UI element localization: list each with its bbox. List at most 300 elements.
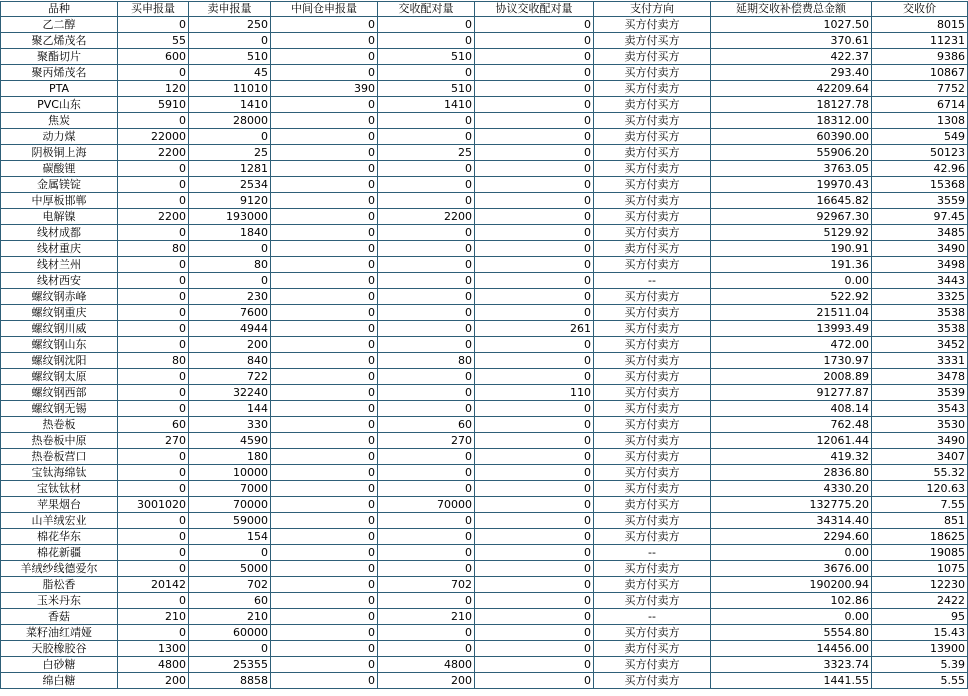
- cell-sell-declared: 70000: [189, 497, 271, 513]
- cell-buy-declared: 2200: [118, 145, 189, 161]
- cell-variety: 热卷板: [1, 417, 118, 433]
- cell-compensation-total: 5554.80: [711, 625, 872, 641]
- cell-buy-declared: 120: [118, 81, 189, 97]
- cell-sell-declared: 180: [189, 449, 271, 465]
- cell-agreement-matched: 0: [475, 417, 594, 433]
- cell-variety: 山羊绒宏业: [1, 513, 118, 529]
- cell-buy-declared: 0: [118, 529, 189, 545]
- cell-sell-declared: 7000: [189, 481, 271, 497]
- header-compensation-total: 延期交收补偿费总金额: [711, 2, 872, 17]
- cell-variety: 宝钛钛材: [1, 481, 118, 497]
- cell-intermediate-declared: 0: [271, 641, 378, 657]
- cell-delivery-price: 6714: [872, 97, 968, 113]
- cell-compensation-total: 190.91: [711, 241, 872, 257]
- cell-matched: 0: [378, 65, 475, 81]
- cell-matched: 0: [378, 273, 475, 289]
- cell-variety: PVC山东: [1, 97, 118, 113]
- cell-matched: 4800: [378, 657, 475, 673]
- cell-payment-direction: 买方付卖方: [594, 321, 711, 337]
- cell-matched: 0: [378, 113, 475, 129]
- cell-compensation-total: 190200.94: [711, 577, 872, 593]
- cell-payment-direction: 卖方付买方: [594, 97, 711, 113]
- cell-matched: 0: [378, 641, 475, 657]
- cell-delivery-price: 9386: [872, 49, 968, 65]
- cell-agreement-matched: 0: [475, 145, 594, 161]
- cell-sell-declared: 28000: [189, 113, 271, 129]
- cell-sell-declared: 25355: [189, 657, 271, 673]
- cell-delivery-price: 3559: [872, 193, 968, 209]
- cell-agreement-matched: 261: [475, 321, 594, 337]
- cell-payment-direction: 买方付卖方: [594, 481, 711, 497]
- cell-delivery-price: 120.63: [872, 481, 968, 497]
- cell-payment-direction: 买方付卖方: [594, 529, 711, 545]
- cell-agreement-matched: 0: [475, 513, 594, 529]
- cell-intermediate-declared: 0: [271, 593, 378, 609]
- cell-sell-declared: 2534: [189, 177, 271, 193]
- cell-payment-direction: 买方付卖方: [594, 657, 711, 673]
- cell-matched: 0: [378, 481, 475, 497]
- cell-agreement-matched: 0: [475, 17, 594, 33]
- cell-matched: 0: [378, 321, 475, 337]
- cell-agreement-matched: 0: [475, 465, 594, 481]
- cell-buy-declared: 0: [118, 385, 189, 401]
- cell-buy-declared: 0: [118, 225, 189, 241]
- cell-agreement-matched: 0: [475, 561, 594, 577]
- cell-intermediate-declared: 0: [271, 193, 378, 209]
- cell-buy-declared: 2200: [118, 209, 189, 225]
- cell-compensation-total: 0.00: [711, 273, 872, 289]
- header-delivery-price: 交收价: [872, 2, 968, 17]
- cell-buy-declared: 200: [118, 673, 189, 689]
- cell-compensation-total: 18127.78: [711, 97, 872, 113]
- cell-buy-declared: 80: [118, 241, 189, 257]
- cell-agreement-matched: 0: [475, 193, 594, 209]
- cell-payment-direction: 买方付卖方: [594, 561, 711, 577]
- cell-variety: 线材成都: [1, 225, 118, 241]
- cell-payment-direction: 卖方付买方: [594, 129, 711, 145]
- cell-sell-declared: 0: [189, 545, 271, 561]
- cell-matched: 70000: [378, 497, 475, 513]
- cell-sell-declared: 11010: [189, 81, 271, 97]
- cell-variety: 线材西安: [1, 273, 118, 289]
- cell-variety: 热卷板中原: [1, 433, 118, 449]
- cell-intermediate-declared: 0: [271, 465, 378, 481]
- cell-payment-direction: 买方付卖方: [594, 113, 711, 129]
- cell-agreement-matched: 0: [475, 401, 594, 417]
- cell-intermediate-declared: 0: [271, 545, 378, 561]
- table-row: [1, 385, 968, 401]
- cell-variety: 聚乙烯茂名: [1, 33, 118, 49]
- cell-payment-direction: 卖方付买方: [594, 577, 711, 593]
- cell-compensation-total: 13993.49: [711, 321, 872, 337]
- cell-sell-declared: 0: [189, 129, 271, 145]
- cell-sell-declared: 59000: [189, 513, 271, 529]
- cell-variety: 棉花新疆: [1, 545, 118, 561]
- table-row: [1, 305, 968, 321]
- cell-payment-direction: 买方付卖方: [594, 289, 711, 305]
- cell-variety: 香菇: [1, 609, 118, 625]
- cell-delivery-price: 95: [872, 609, 968, 625]
- cell-agreement-matched: 0: [475, 305, 594, 321]
- cell-payment-direction: 买方付卖方: [594, 433, 711, 449]
- cell-variety: 苹果烟台: [1, 497, 118, 513]
- table-row: [1, 289, 968, 305]
- cell-compensation-total: 19970.43: [711, 177, 872, 193]
- cell-payment-direction: 买方付卖方: [594, 417, 711, 433]
- table-row: [1, 401, 968, 417]
- cell-buy-declared: 0: [118, 65, 189, 81]
- cell-payment-direction: 买方付卖方: [594, 81, 711, 97]
- cell-compensation-total: 3763.05: [711, 161, 872, 177]
- cell-variety: 玉米丹东: [1, 593, 118, 609]
- cell-intermediate-declared: 0: [271, 129, 378, 145]
- cell-sell-declared: 230: [189, 289, 271, 305]
- cell-buy-declared: 5910: [118, 97, 189, 113]
- header-intermediate-declared: 中间仓申报量: [271, 2, 378, 17]
- table-row: [1, 481, 968, 497]
- cell-delivery-price: 3530: [872, 417, 968, 433]
- cell-payment-direction: 卖方付买方: [594, 641, 711, 657]
- cell-variety: 聚丙烯茂名: [1, 65, 118, 81]
- cell-payment-direction: 卖方付买方: [594, 49, 711, 65]
- cell-delivery-price: 3498: [872, 257, 968, 273]
- table-row: [1, 369, 968, 385]
- cell-variety: 宝钛海绵钛: [1, 465, 118, 481]
- cell-compensation-total: 42209.64: [711, 81, 872, 97]
- table-row: [1, 657, 968, 673]
- cell-intermediate-declared: 0: [271, 161, 378, 177]
- cell-agreement-matched: 0: [475, 625, 594, 641]
- table-row: [1, 193, 968, 209]
- cell-delivery-price: 1075: [872, 561, 968, 577]
- cell-payment-direction: 买方付卖方: [594, 161, 711, 177]
- cell-variety: 白砂糖: [1, 657, 118, 673]
- cell-agreement-matched: 0: [475, 337, 594, 353]
- cell-delivery-price: 97.45: [872, 209, 968, 225]
- cell-matched: 60: [378, 417, 475, 433]
- cell-matched: 0: [378, 545, 475, 561]
- cell-agreement-matched: 0: [475, 257, 594, 273]
- cell-matched: 0: [378, 193, 475, 209]
- cell-buy-declared: 0: [118, 113, 189, 129]
- table-row: [1, 129, 968, 145]
- cell-matched: 0: [378, 289, 475, 305]
- cell-matched: 0: [378, 593, 475, 609]
- cell-intermediate-declared: 0: [271, 353, 378, 369]
- cell-payment-direction: 买方付卖方: [594, 449, 711, 465]
- header-agreement-matched: 协议交收配对量: [475, 2, 594, 17]
- cell-intermediate-declared: 0: [271, 97, 378, 113]
- cell-variety: 菜籽油红靖娅: [1, 625, 118, 641]
- cell-buy-declared: 20142: [118, 577, 189, 593]
- cell-sell-declared: 0: [189, 241, 271, 257]
- header-row: [1, 2, 968, 17]
- cell-payment-direction: --: [594, 273, 711, 289]
- cell-agreement-matched: 0: [475, 161, 594, 177]
- cell-payment-direction: 买方付卖方: [594, 625, 711, 641]
- cell-delivery-price: 55.32: [872, 465, 968, 481]
- cell-payment-direction: 买方付卖方: [594, 17, 711, 33]
- cell-variety: 脂松香: [1, 577, 118, 593]
- table-row: [1, 337, 968, 353]
- cell-delivery-price: 18625: [872, 529, 968, 545]
- cell-compensation-total: 14456.00: [711, 641, 872, 657]
- table-row: [1, 241, 968, 257]
- cell-buy-declared: 0: [118, 321, 189, 337]
- cell-agreement-matched: 0: [475, 641, 594, 657]
- cell-agreement-matched: 0: [475, 97, 594, 113]
- cell-compensation-total: 3323.74: [711, 657, 872, 673]
- cell-agreement-matched: 110: [475, 385, 594, 401]
- table-row: [1, 513, 968, 529]
- cell-matched: 25: [378, 145, 475, 161]
- cell-buy-declared: 0: [118, 465, 189, 481]
- cell-variety: 螺纹钢太原: [1, 369, 118, 385]
- cell-buy-declared: 0: [118, 337, 189, 353]
- cell-intermediate-declared: 0: [271, 481, 378, 497]
- cell-agreement-matched: 0: [475, 33, 594, 49]
- cell-matched: 0: [378, 465, 475, 481]
- cell-delivery-price: 50123: [872, 145, 968, 161]
- cell-compensation-total: 472.00: [711, 337, 872, 353]
- table-row: [1, 609, 968, 625]
- cell-variety: 螺纹钢重庆: [1, 305, 118, 321]
- cell-matched: 0: [378, 241, 475, 257]
- table-row: [1, 33, 968, 49]
- cell-variety: 线材重庆: [1, 241, 118, 257]
- cell-delivery-price: 12230: [872, 577, 968, 593]
- cell-sell-declared: 60: [189, 593, 271, 609]
- cell-intermediate-declared: 390: [271, 81, 378, 97]
- cell-variety: 电解镍: [1, 209, 118, 225]
- cell-intermediate-declared: 0: [271, 321, 378, 337]
- table-row: [1, 81, 968, 97]
- cell-intermediate-declared: 0: [271, 225, 378, 241]
- cell-variety: PTA: [1, 81, 118, 97]
- cell-compensation-total: 522.92: [711, 289, 872, 305]
- cell-delivery-price: 3443: [872, 273, 968, 289]
- cell-delivery-price: 15368: [872, 177, 968, 193]
- cell-compensation-total: 2008.89: [711, 369, 872, 385]
- cell-payment-direction: 买方付卖方: [594, 385, 711, 401]
- cell-payment-direction: 买方付卖方: [594, 401, 711, 417]
- cell-agreement-matched: 0: [475, 273, 594, 289]
- cell-sell-declared: 840: [189, 353, 271, 369]
- cell-intermediate-declared: 0: [271, 33, 378, 49]
- cell-matched: 0: [378, 33, 475, 49]
- cell-payment-direction: 买方付卖方: [594, 369, 711, 385]
- cell-delivery-price: 3490: [872, 433, 968, 449]
- cell-compensation-total: 408.14: [711, 401, 872, 417]
- table-row: [1, 161, 968, 177]
- cell-compensation-total: 34314.40: [711, 513, 872, 529]
- cell-agreement-matched: 0: [475, 49, 594, 65]
- cell-agreement-matched: 0: [475, 129, 594, 145]
- cell-sell-declared: 60000: [189, 625, 271, 641]
- cell-delivery-price: 13900: [872, 641, 968, 657]
- cell-intermediate-declared: 0: [271, 433, 378, 449]
- cell-variety: 金属镁锭: [1, 177, 118, 193]
- cell-intermediate-declared: 0: [271, 241, 378, 257]
- cell-buy-declared: 270: [118, 433, 189, 449]
- cell-agreement-matched: 0: [475, 209, 594, 225]
- cell-compensation-total: 3676.00: [711, 561, 872, 577]
- cell-agreement-matched: 0: [475, 657, 594, 673]
- cell-sell-declared: 9120: [189, 193, 271, 209]
- cell-intermediate-declared: 0: [271, 49, 378, 65]
- cell-sell-declared: 250: [189, 17, 271, 33]
- cell-intermediate-declared: 0: [271, 577, 378, 593]
- cell-intermediate-declared: 0: [271, 449, 378, 465]
- cell-agreement-matched: 0: [475, 545, 594, 561]
- cell-intermediate-declared: 0: [271, 337, 378, 353]
- cell-variety: 螺纹钢无锡: [1, 401, 118, 417]
- cell-variety: 螺纹钢西部: [1, 385, 118, 401]
- cell-matched: 510: [378, 81, 475, 97]
- cell-payment-direction: --: [594, 609, 711, 625]
- cell-sell-declared: 193000: [189, 209, 271, 225]
- cell-agreement-matched: 0: [475, 481, 594, 497]
- cell-delivery-price: 10867: [872, 65, 968, 81]
- cell-sell-declared: 4944: [189, 321, 271, 337]
- cell-buy-declared: 0: [118, 305, 189, 321]
- cell-delivery-price: 2422: [872, 593, 968, 609]
- cell-intermediate-declared: 0: [271, 65, 378, 81]
- table-body: [1, 17, 968, 689]
- cell-sell-declared: 144: [189, 401, 271, 417]
- cell-buy-declared: 0: [118, 625, 189, 641]
- cell-compensation-total: 60390.00: [711, 129, 872, 145]
- cell-sell-declared: 154: [189, 529, 271, 545]
- cell-delivery-price: 549: [872, 129, 968, 145]
- cell-intermediate-declared: 0: [271, 145, 378, 161]
- table-row: [1, 641, 968, 657]
- cell-delivery-price: 3452: [872, 337, 968, 353]
- table-row: [1, 577, 968, 593]
- cell-delivery-price: 3485: [872, 225, 968, 241]
- cell-variety: 乙二醇: [1, 17, 118, 33]
- cell-variety: 焦炭: [1, 113, 118, 129]
- cell-matched: 0: [378, 129, 475, 145]
- header-payment-direction: 支付方向: [594, 2, 711, 17]
- table-row: [1, 273, 968, 289]
- header-sell-declared: 卖申报量: [189, 2, 271, 17]
- cell-intermediate-declared: 0: [271, 513, 378, 529]
- cell-delivery-price: 5.39: [872, 657, 968, 673]
- cell-delivery-price: 42.96: [872, 161, 968, 177]
- cell-buy-declared: 0: [118, 257, 189, 273]
- cell-payment-direction: 买方付卖方: [594, 353, 711, 369]
- cell-agreement-matched: 0: [475, 369, 594, 385]
- cell-intermediate-declared: 0: [271, 609, 378, 625]
- cell-buy-declared: 0: [118, 513, 189, 529]
- cell-payment-direction: 卖方付买方: [594, 33, 711, 49]
- cell-intermediate-declared: 0: [271, 177, 378, 193]
- cell-compensation-total: 4330.20: [711, 481, 872, 497]
- cell-agreement-matched: 0: [475, 609, 594, 625]
- cell-delivery-price: 3538: [872, 321, 968, 337]
- cell-compensation-total: 92967.30: [711, 209, 872, 225]
- cell-compensation-total: 1441.55: [711, 673, 872, 689]
- cell-agreement-matched: 0: [475, 289, 594, 305]
- cell-variety: 线材兰州: [1, 257, 118, 273]
- cell-intermediate-declared: 0: [271, 417, 378, 433]
- cell-payment-direction: 买方付卖方: [594, 193, 711, 209]
- cell-buy-declared: 0: [118, 561, 189, 577]
- cell-sell-declared: 8858: [189, 673, 271, 689]
- cell-matched: 1410: [378, 97, 475, 113]
- cell-matched: 0: [378, 369, 475, 385]
- cell-variety: 中厚板邯郸: [1, 193, 118, 209]
- cell-delivery-price: 3543: [872, 401, 968, 417]
- cell-buy-declared: 0: [118, 481, 189, 497]
- cell-agreement-matched: 0: [475, 113, 594, 129]
- header-buy-declared: 买申报量: [118, 2, 189, 17]
- cell-sell-declared: 1281: [189, 161, 271, 177]
- cell-variety: 螺纹钢赤峰: [1, 289, 118, 305]
- table-row: [1, 225, 968, 241]
- cell-compensation-total: 1027.50: [711, 17, 872, 33]
- cell-agreement-matched: 0: [475, 241, 594, 257]
- cell-compensation-total: 12061.44: [711, 433, 872, 449]
- cell-buy-declared: 0: [118, 593, 189, 609]
- cell-buy-declared: 210: [118, 609, 189, 625]
- cell-compensation-total: 2294.60: [711, 529, 872, 545]
- cell-agreement-matched: 0: [475, 529, 594, 545]
- cell-buy-declared: 0: [118, 161, 189, 177]
- cell-payment-direction: 卖方付买方: [594, 497, 711, 513]
- cell-agreement-matched: 0: [475, 177, 594, 193]
- cell-payment-direction: 买方付卖方: [594, 305, 711, 321]
- cell-buy-declared: 0: [118, 193, 189, 209]
- cell-compensation-total: 91277.87: [711, 385, 872, 401]
- table-row: [1, 145, 968, 161]
- cell-payment-direction: 卖方付买方: [594, 145, 711, 161]
- cell-buy-declared: 60: [118, 417, 189, 433]
- cell-agreement-matched: 0: [475, 673, 594, 689]
- cell-delivery-price: 5.55: [872, 673, 968, 689]
- cell-compensation-total: 21511.04: [711, 305, 872, 321]
- cell-variety: 螺纹钢山东: [1, 337, 118, 353]
- cell-agreement-matched: 0: [475, 81, 594, 97]
- cell-intermediate-declared: 0: [271, 529, 378, 545]
- cell-sell-declared: 330: [189, 417, 271, 433]
- cell-compensation-total: 2836.80: [711, 465, 872, 481]
- cell-payment-direction: 买方付卖方: [594, 465, 711, 481]
- table-row: [1, 465, 968, 481]
- table-row: [1, 561, 968, 577]
- cell-delivery-price: 3490: [872, 241, 968, 257]
- table-row: [1, 593, 968, 609]
- cell-matched: 0: [378, 449, 475, 465]
- header-matched: 交收配对量: [378, 2, 475, 17]
- cell-matched: 210: [378, 609, 475, 625]
- cell-matched: 0: [378, 513, 475, 529]
- table-row: [1, 449, 968, 465]
- cell-payment-direction: 买方付卖方: [594, 673, 711, 689]
- cell-intermediate-declared: 0: [271, 289, 378, 305]
- cell-sell-declared: 32240: [189, 385, 271, 401]
- cell-matched: 510: [378, 49, 475, 65]
- cell-variety: 阴极铜上海: [1, 145, 118, 161]
- cell-matched: 0: [378, 337, 475, 353]
- cell-matched: 0: [378, 385, 475, 401]
- cell-sell-declared: 210: [189, 609, 271, 625]
- cell-buy-declared: 0: [118, 17, 189, 33]
- cell-matched: 0: [378, 625, 475, 641]
- cell-compensation-total: 293.40: [711, 65, 872, 81]
- cell-variety: 聚酯切片: [1, 49, 118, 65]
